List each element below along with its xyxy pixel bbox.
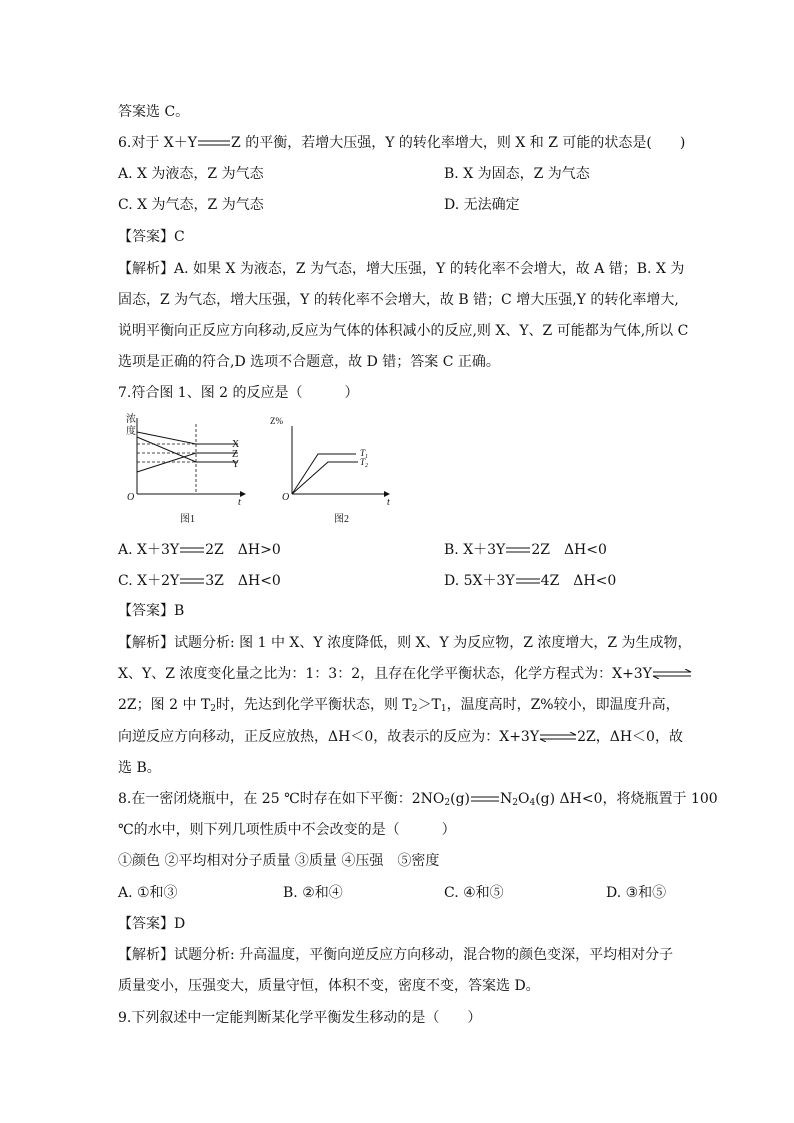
fig2-label-t2: $T_2$ xyxy=(360,457,369,469)
fig1-ylabel-1: 浓 xyxy=(126,414,136,425)
equilibrium-arrow-icon xyxy=(197,138,231,148)
q7-option-a: A. X＋3Y 2Z ΔH>0 xyxy=(118,542,281,558)
q6-option-b: B. X 为固态，Z 为气态 xyxy=(444,166,590,182)
q5-answer-tail: 答案选 C。 xyxy=(118,104,190,120)
equilibrium-arrow-icon xyxy=(179,576,205,586)
q7-analysis-line: 2Z；图 2 中 $T_2$时，先达到化学平衡状态，则 $T_2>T_1$，温度高时，Z%较小，即温度升高， xyxy=(118,697,680,714)
equilibrium-arrow-icon xyxy=(470,794,500,804)
reversible-arrow-icon xyxy=(652,669,692,679)
q7-analysis-line: 【解析】试题分析: 图 1 中 X、Y 浓度降低，则 X、Y 为反应物，Z 浓度增大，Z 为生成物， xyxy=(118,635,692,651)
fig2-series-t1 xyxy=(292,454,356,494)
q8-option-b: B. ②和④ xyxy=(283,885,343,901)
figure-2-zpercent-time xyxy=(268,410,398,530)
fig2-ylabel: Z% xyxy=(270,416,283,426)
q8-option-a: A. ①和③ xyxy=(118,885,178,901)
q9-stem: 9.下列叙述中一定能判断某化学平衡发生移动的是（ ） xyxy=(118,1010,482,1026)
q8-analysis-line: 质量变小，压强变大，质量守恒，体积不变，密度不变，答案选 D。 xyxy=(118,978,540,994)
q6-option-c: C. X 为气态，Z 为气态 xyxy=(118,197,264,213)
fig2-caption: 图2 xyxy=(334,514,349,525)
fig1-label-y: Y xyxy=(232,459,240,470)
q7-option-b: B. X＋3Y 2Z ΔH<0 xyxy=(444,542,607,558)
equilibrium-arrow-icon xyxy=(515,576,541,586)
q7-analysis-line: 向逆反应方向移动，正反应放热，ΔH＜0，故表示的反应为：X+3Y 2Z，ΔH＜0，故 xyxy=(118,729,683,745)
q6-analysis-line: 选项是正确的符合,D 选项不合题意，故 D 错；答案 C 正确。 xyxy=(118,354,500,370)
q7-answer: 【答案】B xyxy=(118,603,185,619)
fig2-xlabel: t xyxy=(387,497,390,508)
q8-option-d: D. ③和⑤ xyxy=(606,885,667,901)
q7-stem: 7.符合图 1、图 2 的反应是（ ） xyxy=(118,385,359,401)
reversible-arrow-icon xyxy=(539,732,577,742)
q6-stem: 6.对于 X＋Y Z 的平衡，若增大压强，Y 的转化率增大，则 X 和 Z 可能的状态是( ) xyxy=(118,135,686,151)
q8-items: ①颜色 ②平均相对分子质量 ③质量 ④压强 ⑤密度 xyxy=(118,853,440,869)
q6-option-d: D. 无法确定 xyxy=(444,197,520,213)
equilibrium-arrow-icon xyxy=(179,545,205,555)
q8-answer: 【答案】D xyxy=(118,916,186,932)
fig1-series-y xyxy=(137,437,238,462)
q8-option-c: C. ④和⑤ xyxy=(444,885,504,901)
q8-stem: 8.在一密闭烧瓶中，在 25 ℃时存在如下平衡：$2NO_2(g)$ $N_2O_4(g)$ ΔH<0，将烧瓶置于 100 xyxy=(118,791,718,808)
fig1-label-x: X xyxy=(232,439,240,450)
fig1-label-z: Z xyxy=(232,449,239,460)
fig1-series-x xyxy=(137,432,238,444)
fig1-x-arrow xyxy=(240,491,246,497)
q6-option-a: A. X 为液态，Z 为气态 xyxy=(118,166,264,182)
figure-1-concentration-time xyxy=(118,410,258,530)
q7-option-d: D. 5X＋3Y 4Z ΔH<0 xyxy=(444,573,617,589)
q6-analysis-line: 【解析】A. 如果 X 为液态，Z 为气态，增大压强，Y 的转化率不会增大，故 A 错；B. X 为 xyxy=(118,261,685,277)
q7-analysis-line: 选 B。 xyxy=(118,760,161,776)
q6-answer: 【答案】C xyxy=(118,229,185,245)
q6-analysis-line: 固态，Z 为气态，增大压强，Y 的转化率不会增大，故 B 错；C 增大压强,Y 的转化率增大, xyxy=(118,292,679,308)
fig1-caption: 图1 xyxy=(180,514,195,525)
q8-stem-cont: ℃的水中，则下列几项性质中不会改变的是（ ） xyxy=(118,822,456,838)
q7-option-c: C. X＋2Y 3Z ΔH<0 xyxy=(118,573,281,589)
q6-analysis-line: 说明平衡向正反应方向移动,反应为气体的体积减小的反应,则 X、Y、Z 可能都为气体,所以 C xyxy=(118,323,689,339)
equilibrium-arrow-icon xyxy=(505,545,531,555)
q7-analysis-line: X、Y、Z 浓度变化量之比为：1：3：2，且存在化学平衡状态，化学方程式为：X+3Y xyxy=(118,664,692,684)
fig1-ylabel-2: 度 xyxy=(126,426,136,437)
fig2-origin: O xyxy=(282,492,290,503)
q8-analysis-line: 【解析】试题分析: 升高温度，平衡向逆反应方向移动，混合物的颜色变深，平均相对分子 xyxy=(118,947,674,963)
fig1-origin: O xyxy=(127,492,135,503)
fig2-label-t1: $T_1$ xyxy=(360,448,369,460)
fig1-xlabel: t xyxy=(238,497,241,508)
